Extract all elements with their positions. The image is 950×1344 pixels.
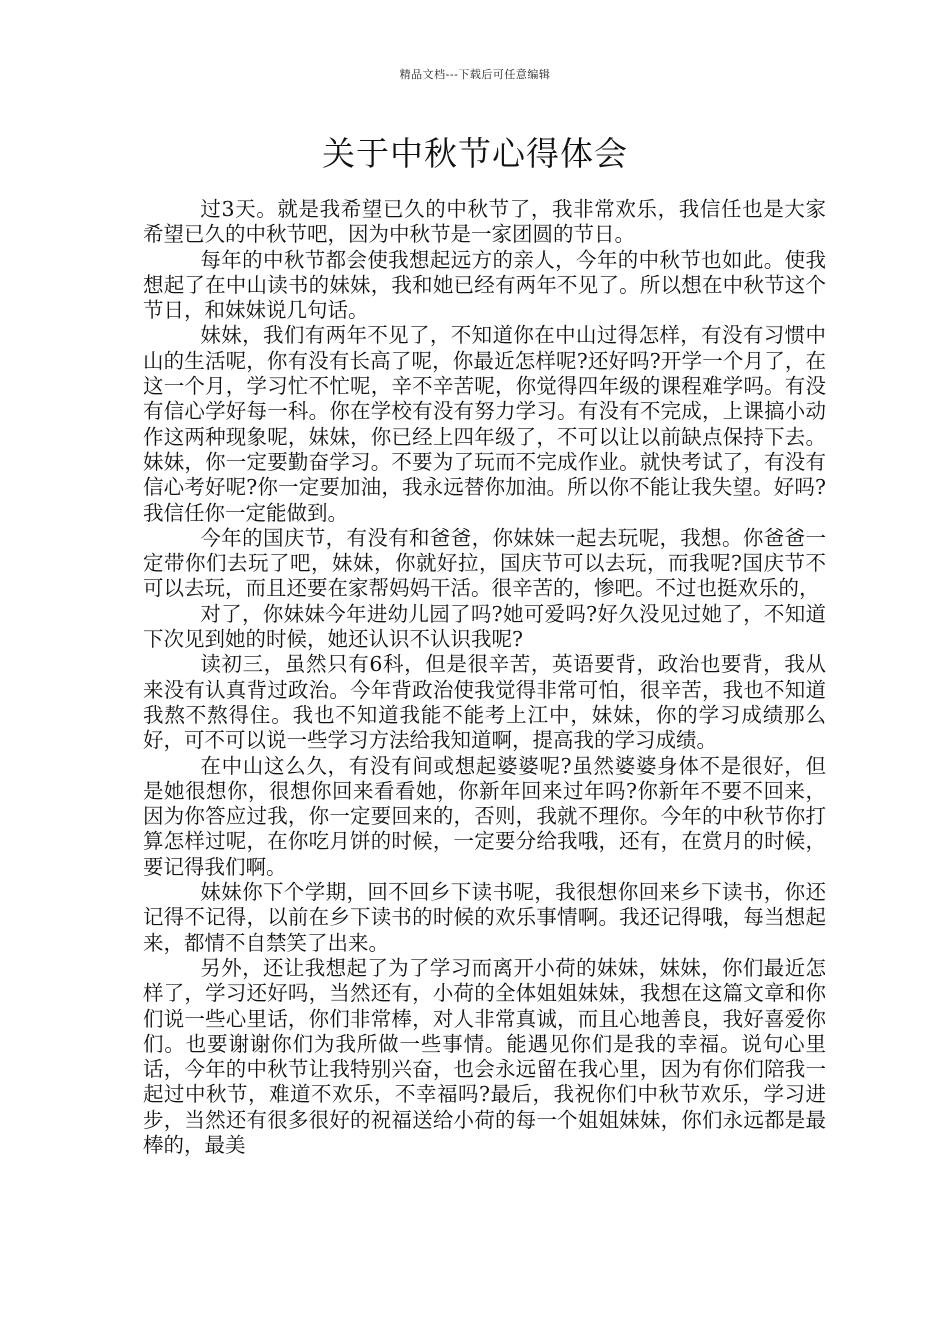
paragraph-3: 妹妹，我们有两年不见了，不知道你在中山过得怎样，有没有习惯中山的生活呢，你有没有长高了呢，你最近怎样呢?还好吗?开学一个月了，在这一个月，学习忙不忙呢，辛不辛苦呢，你觉得四年级的课程难学吗。有没有信心学好每一科。你在学校有没有努力学习。有没有不完成，上课搞小动作这两种现象呢，妹妹，你已经上四年级了，不可以让以前缺点保持下去。妹妹，你一定要勤奋学习。不要为了玩而不完成作业。就快考试了，有没有信心考好呢?你一定要加油，我永远替你加油。所以你不能让我失望。好吗?我信任你一定能做到。 bbox=[143, 323, 826, 525]
paragraph-7: 在中山这么久，有没有间或想起婆婆呢?虽然婆婆身体不是很好，但是她很想你，很想你回来看看她，你新年回来过年吗?你新年不要不回来，因为你答应过我，你一定要回来的，否则，我就不理你。今年的中秋节你打算怎样过呢，在你吃月饼的时候，一定要分给我哦，还有，在赏月的时候，要记得我们啊。 bbox=[143, 753, 826, 879]
paragraph-9: 另外，还让我想起了为了学习而离开小荷的妹妹，妹妹，你们最近怎样了，学习还好吗，当然还有，小荷的全体姐姐妹妹，我想在这篇文章和你们说一些心里话，你们非常棒，对人非常真诚，而且心地善良，我好喜爱你们。也要谢谢你们为我所做一些事情。能遇见你们是我的幸福。说句心里话，今年的中秋节让我特别兴奋，也会永远留在我心里，因为有你们陪我一起过中秋节，难道不欢乐，不幸福吗?最后，我祝你们中秋节欢乐，学习进步，当然还有很多很好的祝福送给小荷的每一个姐姐妹妹，你们永远都是最棒的，最美 bbox=[143, 955, 826, 1157]
document-body bbox=[143, 197, 826, 1158]
paragraph-8: 妹妹你下个学期，回不回乡下读书呢，我很想你回来乡下读书，你还记得不记得，以前在乡下读书的时候的欢乐事情啊。我还记得哦，每当想起来，都情不自禁笑了出来。 bbox=[143, 880, 826, 955]
paragraph-2: 每年的中秋节都会使我想起远方的亲人，今年的中秋节也如此。使我想起了在中山读书的妹妹，我和她已经有两年不见了。所以想在中秋节这个节日，和妹妹说几句话。 bbox=[143, 247, 826, 323]
document-title: 关于中秋节心得体会 bbox=[322, 134, 628, 173]
paragraph-4: 今年的国庆节，有没有和爸爸，你妹妹一起去玩呢，我想。你爸爸一定带你们去玩了吧，妹妹，你就好拉，国庆节可以去玩，而我呢?国庆节不可以去玩，而且还要在家帮妈妈干活。很辛苦的，惨吧。不过也挺欢乐的， bbox=[143, 525, 826, 601]
paragraph-6: 读初三，虽然只有6科，但是很辛苦，英语要背，政治也要背，我从来没有认真背过政治。今年背政治使我觉得非常可怕，很辛苦，我也不知道我熬不熬得住。我也不知道我能不能考上江中，妹妹，你的学习成绩那么好，可不可以说一些学习方法给我知道啊，提高我的学习成绩。 bbox=[143, 652, 826, 753]
paragraph-5: 对了，你妹妹今年进幼儿园了吗?她可爱吗?好久没见过她了，不知道下次见到她的时候，她还认识不认识我呢? bbox=[143, 601, 826, 652]
paragraph-1: 过3天。就是我希望已久的中秋节了，我非常欢乐，我信任也是大家希望已久的中秋节吧，因为中秋节是一家团圆的节日。 bbox=[143, 197, 826, 247]
header-note: 精品文档---下载后可任意编辑 bbox=[399, 68, 551, 81]
